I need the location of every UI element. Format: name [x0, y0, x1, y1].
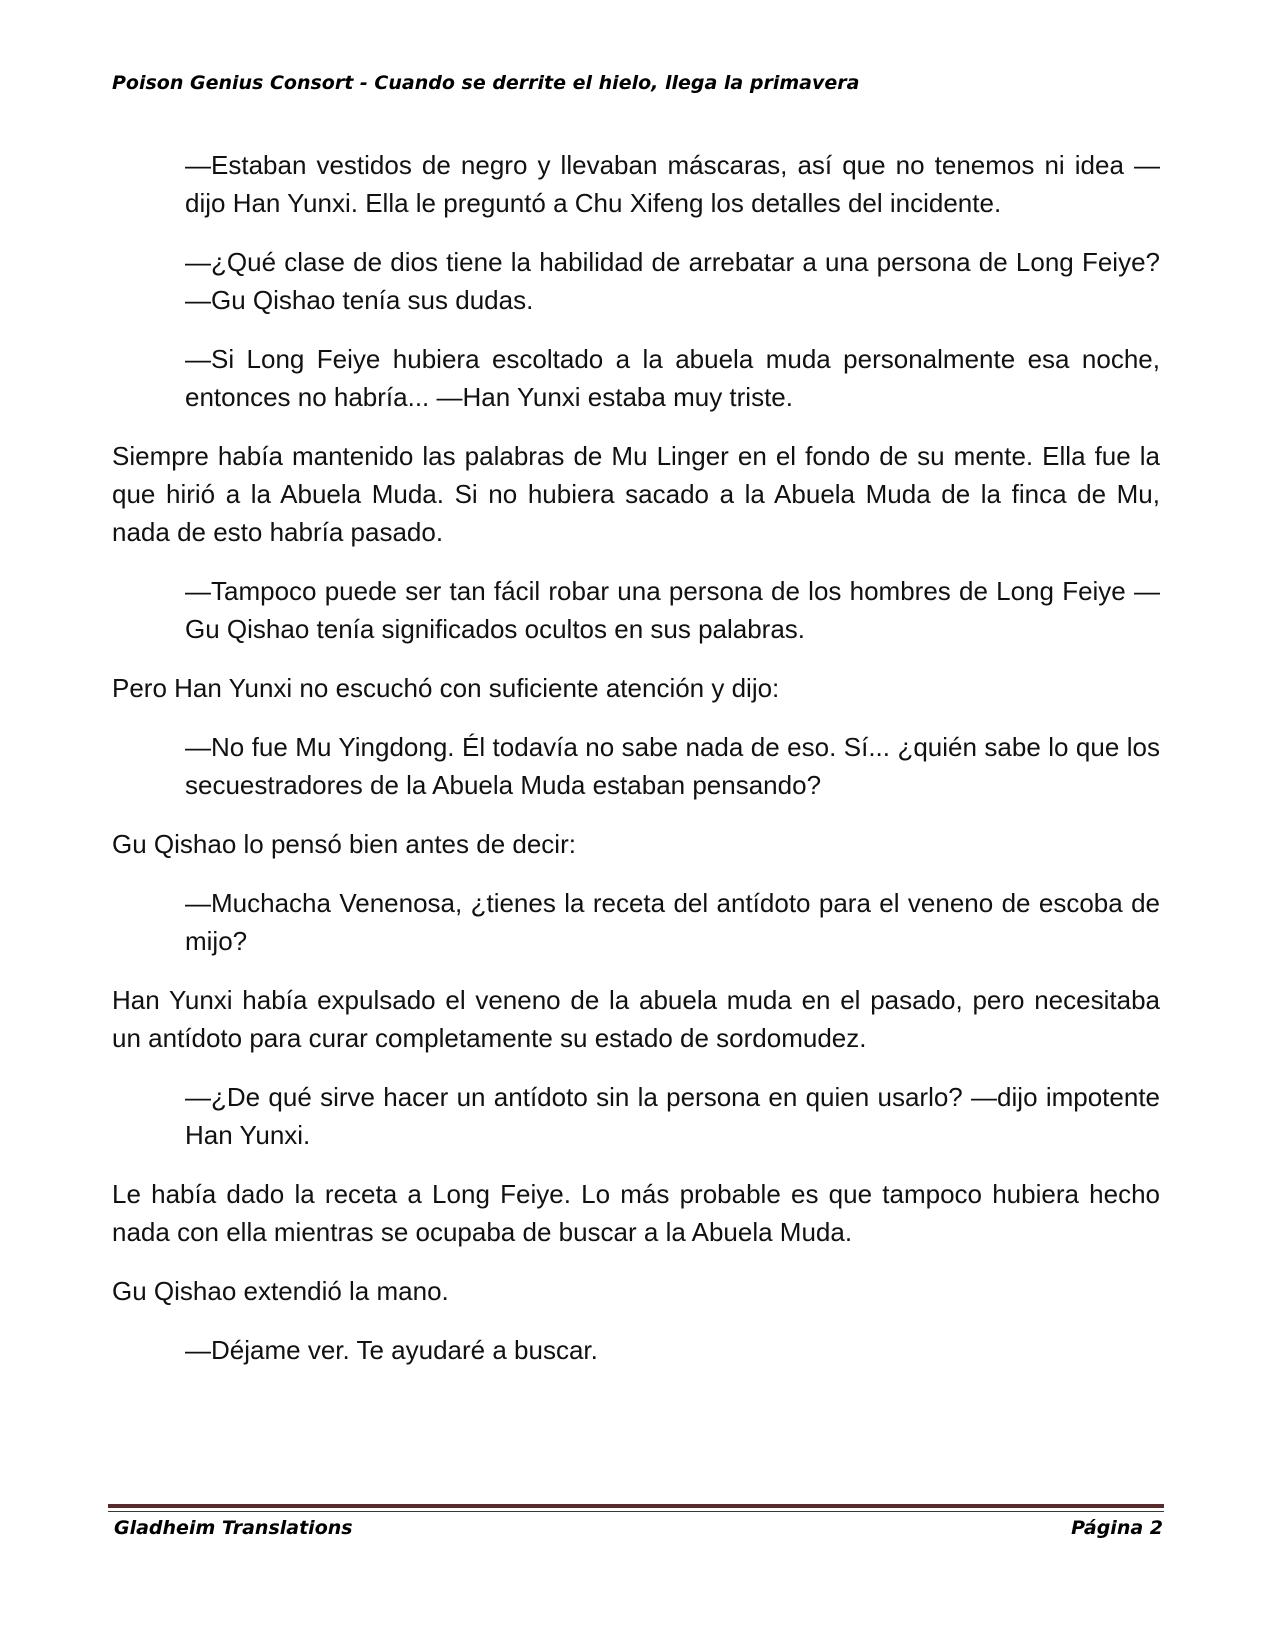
paragraph-2: —¿Qué clase de dios tiene la habilidad de arrebatar a una persona de Long Feiye? —Gu Qishao tenía sus dudas. — [185, 247, 1160, 315]
paragraph-4: Siempre había mantenido las palabras de Mu Linger en el fondo de su mente. Ella fue la que hirió a la Abuela Muda. Si no hubiera sacado a la Abuela Muda de la finca de Mu, nada de esto habría pasado. — [112, 441, 1160, 547]
body-text — [112, 146, 1160, 1390]
paragraph-9: —Muchacha Venenosa, ¿tienes la receta del antídoto para el veneno de escoba de mijo? — [185, 888, 1160, 956]
paragraph-8: Gu Qishao lo pensó bien antes de decir: — [112, 829, 576, 859]
page-number: Página 2 — [1071, 1517, 1163, 1539]
paragraph-6: Pero Han Yunxi no escuchó con suficiente atención y dijo: — [112, 673, 780, 703]
paragraph-11: —¿De qué sirve hacer un antídoto sin la persona en quien usarlo? —dijo impotente Han Yunxi. — [185, 1082, 1160, 1150]
paragraph-10: Han Yunxi había expulsado el veneno de la abuela muda en el pasado, pero necesitaba un antídoto para curar completamente su estado de sordomudez. — [112, 985, 1160, 1053]
footer-translator: Gladheim Translations — [114, 1517, 353, 1539]
footer-divider — [108, 1504, 1164, 1508]
paragraph-5: —Tampoco puede ser tan fácil robar una persona de los hombres de Long Feiye —Gu Qishao tenía significados ocultos en sus palabras. — [185, 576, 1160, 644]
paragraph-1: —Estaban vestidos de negro y llevaban máscaras, así que no tenemos ni idea —dijo Han Yunxi. Ella le preguntó a Chu Xifeng los detalles del incidente. — [185, 150, 1160, 218]
paragraph-7: —No fue Mu Yingdong. Él todavía no sabe nada de eso. Sí... ¿quién sabe lo que los secuestradores de la Abuela Muda estaban pensando? — [185, 732, 1160, 800]
running-header: Poison Genius Consort - Cuando se derrite el hielo, llega la primavera — [112, 72, 860, 94]
footer-divider-thin — [108, 1511, 1164, 1512]
paragraph-13: Gu Qishao extendió la mano. — [112, 1276, 449, 1306]
paragraph-14: —Déjame ver. Te ayudaré a buscar. — [185, 1335, 598, 1365]
paragraph-3: —Si Long Feiye hubiera escoltado a la abuela muda personalmente esa noche, entonces no habría... —Han Yunxi estaba muy triste. — [185, 344, 1160, 412]
paragraph-12: Le había dado la receta a Long Feiye. Lo más probable es que tampoco hubiera hecho nada con ella mientras se ocupaba de buscar a la Abuela Muda. — [112, 1179, 1160, 1247]
